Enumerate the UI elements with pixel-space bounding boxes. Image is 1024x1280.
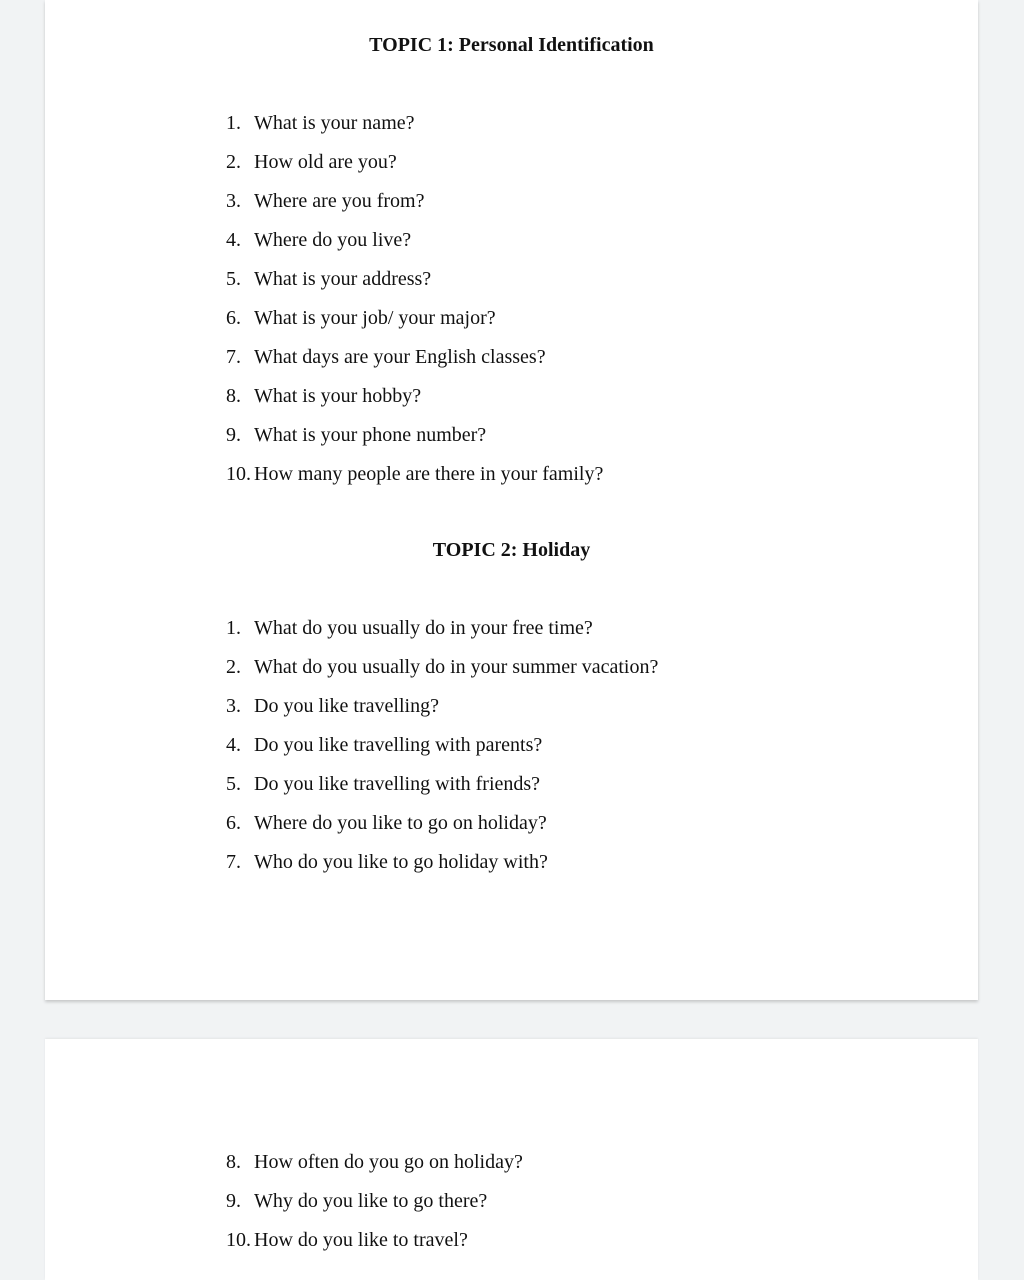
question-number: 8. [226,385,241,407]
question-text: Who do you like to go holiday with? [254,851,548,873]
list-item [226,1150,523,1189]
list-item [226,733,658,772]
list-item [226,111,603,150]
topic-1-heading: TOPIC 1: Personal Identification [369,34,654,56]
question-text: What is your phone number? [254,424,487,446]
question-number: 4. [226,229,241,251]
question-text: Do you like travelling? [254,695,439,717]
question-text: How do you like to travel? [254,1229,468,1251]
question-number: 4. [226,734,241,756]
question-number: 8. [226,1151,241,1173]
list-item [226,616,658,655]
question-text: How often do you go on holiday? [254,1151,523,1173]
question-text: Where do you live? [254,229,412,251]
topic-2-continued-question-list [226,1150,523,1267]
question-number: 5. [226,268,241,290]
list-item [226,1228,523,1267]
question-text: What is your hobby? [254,385,422,407]
list-item [226,1189,523,1228]
list-item [226,306,603,345]
topic-2-heading: TOPIC 2: Holiday [432,539,591,561]
question-text: Do you like travelling with friends? [254,773,541,795]
question-text: Do you like travelling with parents? [254,734,543,756]
list-item [226,150,603,189]
question-text: What is your address? [254,268,432,290]
list-item [226,345,603,384]
list-item [226,423,603,462]
question-text: Why do you like to go there? [254,1190,488,1212]
question-number: 3. [226,190,241,212]
list-item [226,811,658,850]
list-item [226,384,603,423]
question-text: Where do you like to go on holiday? [254,812,547,834]
question-text: What days are your English classes? [254,346,546,368]
question-number: 2. [226,151,241,173]
list-item [226,189,603,228]
document-page-2 [45,1039,978,1280]
question-text: How old are you? [254,151,397,173]
question-number: 2. [226,656,241,678]
list-item [226,267,603,306]
question-number: 5. [226,773,241,795]
question-text: What do you usually do in your summer vacation? [254,656,659,678]
list-item [226,850,658,889]
question-text: What do you usually do in your free time? [254,617,593,639]
question-number: 1. [226,617,241,639]
question-number: 3. [226,695,241,717]
document-page-1 [45,0,978,1000]
question-number: 6. [226,307,241,329]
topic-1-question-list [226,111,603,501]
question-number: 6. [226,812,241,834]
question-text: What is your name? [254,112,415,134]
question-number: 7. [226,851,241,873]
question-number: 9. [226,424,241,446]
question-number: 7. [226,346,241,368]
question-text: How many people are there in your family? [254,463,604,485]
list-item [226,772,658,811]
list-item [226,462,603,501]
question-number: 10. [226,463,251,485]
list-item [226,228,603,267]
question-number: 9. [226,1190,241,1212]
question-number: 10. [226,1229,251,1251]
question-number: 1. [226,112,241,134]
question-text: What is your job/ your major? [254,307,496,329]
topic-2-question-list [226,616,658,889]
list-item [226,655,658,694]
question-text: Where are you from? [254,190,425,212]
list-item [226,694,658,733]
